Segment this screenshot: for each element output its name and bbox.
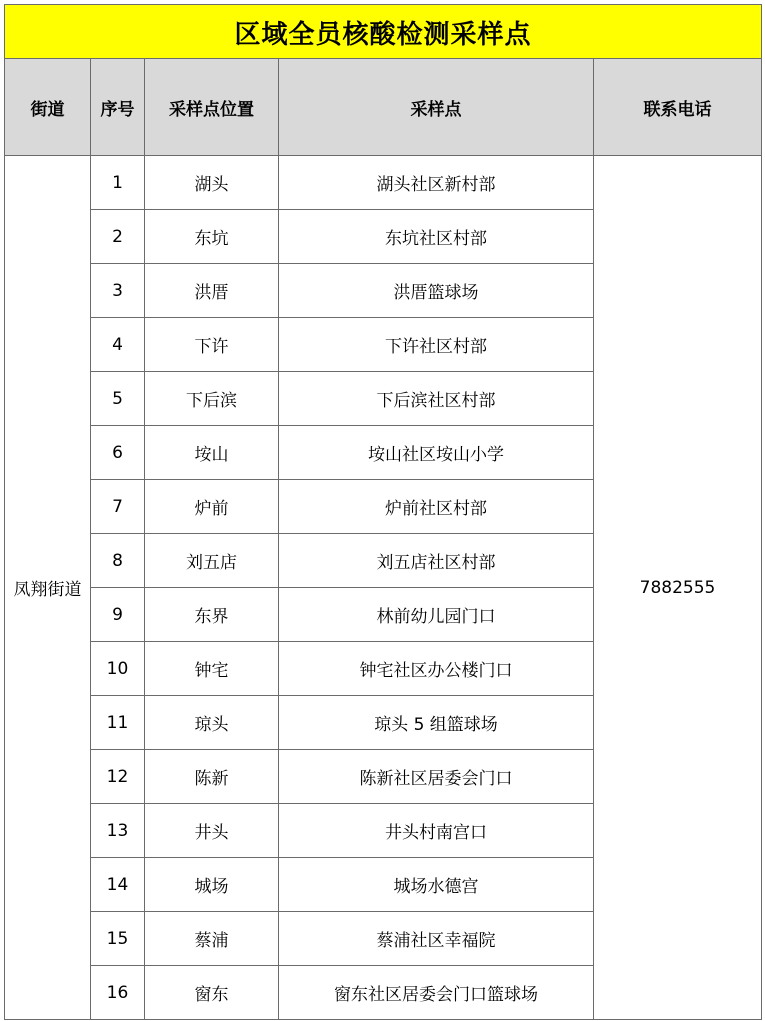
location-cell: 下许 (145, 318, 279, 372)
site-cell: 井头村南宫口 (279, 804, 594, 858)
location-cell: 东坑 (145, 210, 279, 264)
index-cell: 5 (91, 372, 145, 426)
header-site: 采样点 (279, 59, 594, 156)
site-cell: 湖头社区新村部 (279, 156, 594, 210)
location-cell: 湖头 (145, 156, 279, 210)
header-row (5, 59, 762, 156)
site-cell: 陈新社区居委会门口 (279, 750, 594, 804)
header-location: 采样点位置 (145, 59, 279, 156)
phone-cell: 7882555 (594, 156, 762, 1020)
site-cell: 钟宅社区办公楼门口 (279, 642, 594, 696)
index-cell: 1 (91, 156, 145, 210)
location-cell: 洪厝 (145, 264, 279, 318)
location-cell: 东界 (145, 588, 279, 642)
location-cell: 垵山 (145, 426, 279, 480)
page-title: 区域全员核酸检测采样点 (4, 4, 762, 60)
location-cell: 蔡浦 (145, 912, 279, 966)
index-cell: 13 (91, 804, 145, 858)
header-street: 街道 (5, 59, 91, 156)
site-cell: 东坑社区村部 (279, 210, 594, 264)
index-cell: 4 (91, 318, 145, 372)
location-cell: 城场 (145, 858, 279, 912)
site-cell: 琼头 5 组篮球场 (279, 696, 594, 750)
site-cell: 炉前社区村部 (279, 480, 594, 534)
index-cell: 12 (91, 750, 145, 804)
header-index: 序号 (91, 59, 145, 156)
location-cell: 钟宅 (145, 642, 279, 696)
site-cell: 蔡浦社区幸福院 (279, 912, 594, 966)
site-cell: 垵山社区垵山小学 (279, 426, 594, 480)
table-row (5, 156, 762, 210)
location-cell: 陈新 (145, 750, 279, 804)
location-cell: 井头 (145, 804, 279, 858)
index-cell: 3 (91, 264, 145, 318)
index-cell: 9 (91, 588, 145, 642)
location-cell: 琼头 (145, 696, 279, 750)
street-cell: 凤翔街道 (5, 156, 91, 1020)
index-cell: 10 (91, 642, 145, 696)
site-cell: 城场水德宫 (279, 858, 594, 912)
site-cell: 下许社区村部 (279, 318, 594, 372)
index-cell: 7 (91, 480, 145, 534)
index-cell: 14 (91, 858, 145, 912)
index-cell: 15 (91, 912, 145, 966)
header-phone: 联系电话 (594, 59, 762, 156)
site-cell: 洪厝篮球场 (279, 264, 594, 318)
location-cell: 刘五店 (145, 534, 279, 588)
index-cell: 2 (91, 210, 145, 264)
site-cell: 下后滨社区村部 (279, 372, 594, 426)
site-cell: 窗东社区居委会门口篮球场 (279, 966, 594, 1020)
location-cell: 炉前 (145, 480, 279, 534)
index-cell: 16 (91, 966, 145, 1020)
location-cell: 下后滨 (145, 372, 279, 426)
index-cell: 11 (91, 696, 145, 750)
table-body (5, 156, 762, 1020)
index-cell: 8 (91, 534, 145, 588)
site-cell: 刘五店社区村部 (279, 534, 594, 588)
location-cell: 窗东 (145, 966, 279, 1020)
index-cell: 6 (91, 426, 145, 480)
site-cell: 林前幼儿园门口 (279, 588, 594, 642)
sampling-sites-table (4, 58, 762, 1020)
